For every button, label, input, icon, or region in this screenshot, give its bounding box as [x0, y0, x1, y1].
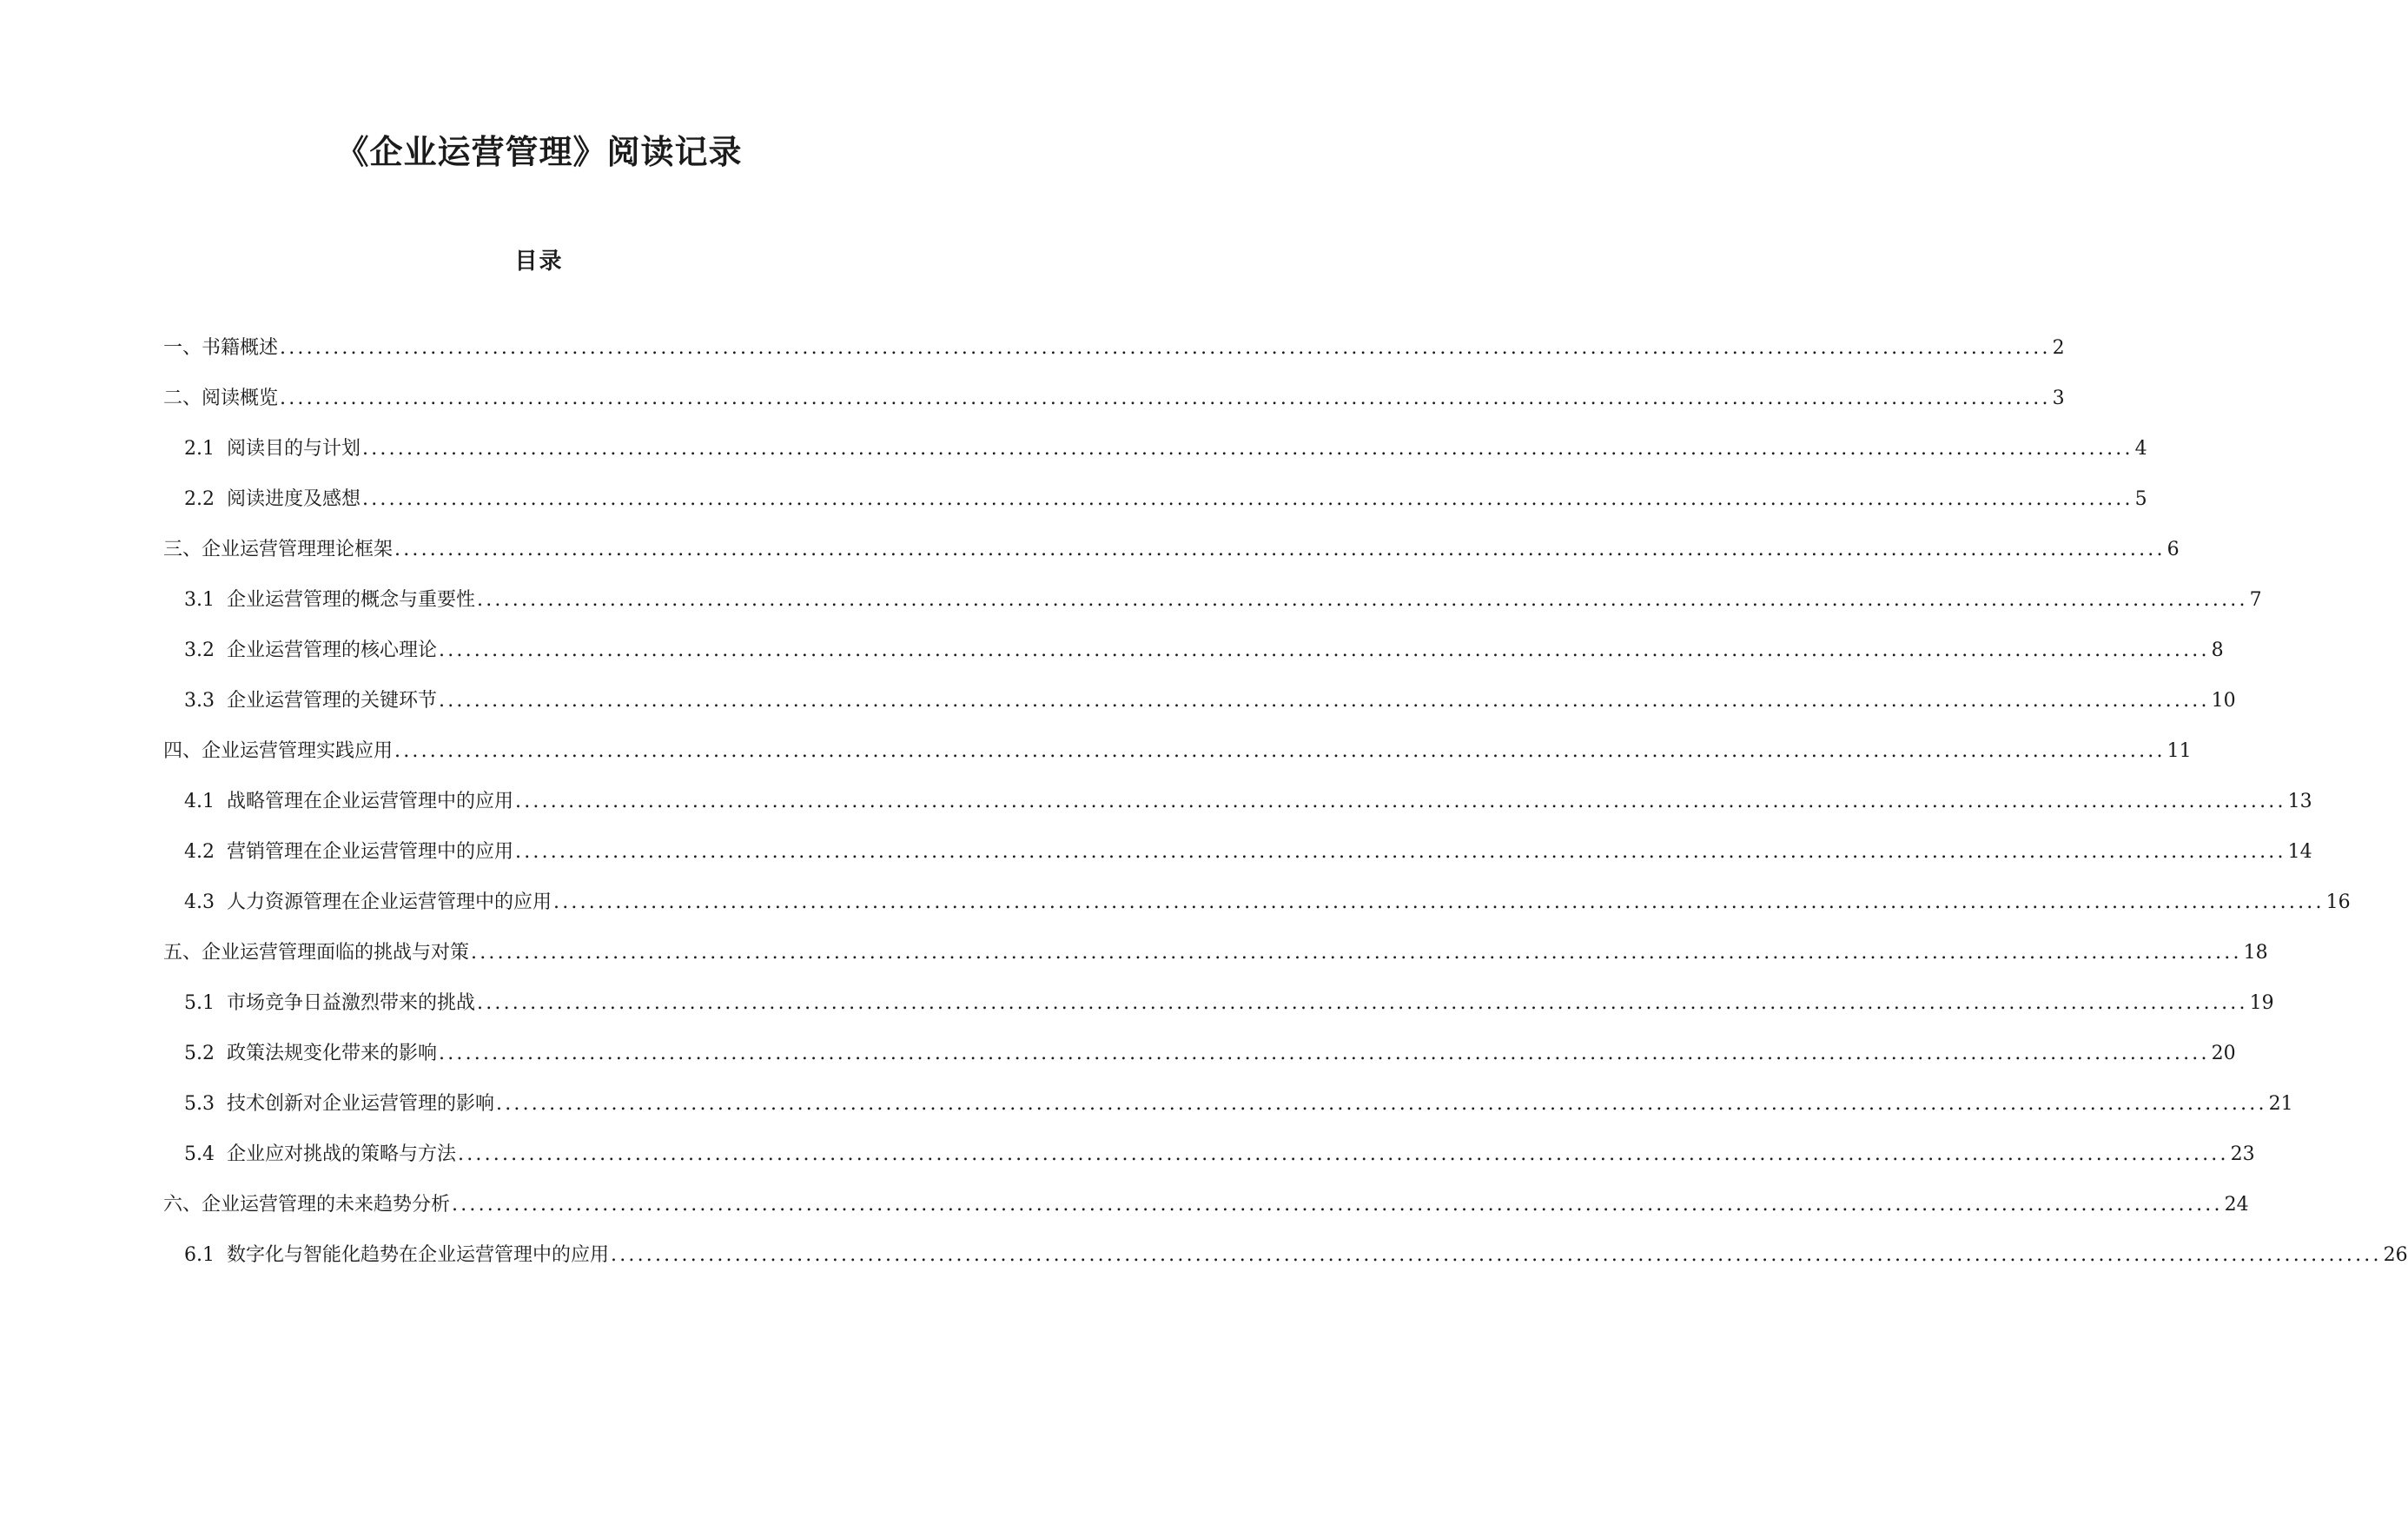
toc-entry[interactable] [163, 938, 2268, 968]
toc-dot-leader: ........................................................................................................................................................................................................ [362, 488, 2133, 510]
toc-dot-leader: ........................................................................................................................................................................................................ [477, 589, 2248, 611]
toc-entry-number: 5.1 [184, 992, 215, 1014]
toc-entry-label [163, 1190, 450, 1220]
toc-entry[interactable] [163, 535, 2180, 565]
toc-entry-page-number: 24 [2224, 1194, 2249, 1216]
toc-entry-text: 战略管理在企业运营管理中的应用 [227, 791, 514, 812]
toc-dot-leader: ........................................................................................................................................................................................................ [471, 942, 2242, 964]
toc-dot-leader: ........................................................................................................................................................................................................ [439, 690, 2210, 712]
toc-entry-page-number: 3 [2052, 388, 2065, 409]
toc-entry-page-number: 14 [2287, 841, 2312, 863]
toc-dot-leader: ........................................................................................................................................................................................................ [496, 1093, 2267, 1115]
toc-dot-leader: ........................................................................................................................................................................................................ [515, 841, 2286, 863]
toc-entry-page-number: 26 [2383, 1244, 2408, 1266]
toc-entry-label [184, 888, 552, 918]
toc-entry-number: 4.2 [184, 841, 215, 863]
toc-entry-label [184, 1241, 609, 1270]
toc-entry-label [184, 485, 361, 514]
toc-entry-page-number: 23 [2230, 1143, 2255, 1165]
toc-entry-text: 政策法规变化带来的影响 [227, 1043, 438, 1064]
toc-entry[interactable] [184, 787, 2312, 817]
toc-entry-label [163, 384, 278, 414]
toc-entry-label [163, 334, 278, 363]
toc-entry-number: 4.1 [184, 791, 215, 812]
toc-dot-leader: ........................................................................................................................................................................................................ [280, 388, 2051, 409]
toc-entry-page-number: 10 [2211, 690, 2236, 712]
toc-entry-number: 3.3 [184, 690, 215, 712]
toc-entry-label [184, 838, 513, 867]
toc-entry[interactable] [184, 636, 2224, 666]
toc-entry-page-number: 11 [2167, 740, 2192, 762]
toc-dot-leader: ........................................................................................................................................................................................................ [515, 791, 2286, 812]
toc-dot-leader: ........................................................................................................................................................................................................ [394, 740, 2166, 762]
toc-entry-page-number: 13 [2287, 791, 2312, 812]
toc-entry-label [163, 737, 393, 766]
toc-dot-leader: ........................................................................................................................................................................................................ [452, 1194, 2223, 1216]
toc-entry-text: 人力资源管理在企业运营管理中的应用 [227, 891, 552, 913]
toc-entry-label [163, 535, 393, 565]
toc-entry-label [184, 1140, 456, 1170]
toc-entry-label [184, 434, 361, 464]
toc-entry-number: 2.2 [184, 488, 215, 510]
toc-entry-text: 一、书籍概述 [163, 337, 279, 359]
toc-entry[interactable] [184, 586, 2262, 615]
toc-entry[interactable] [163, 737, 2192, 766]
toc-entry[interactable] [184, 888, 2351, 918]
toc-entry-page-number: 18 [2243, 942, 2268, 964]
toc-entry-label [184, 586, 475, 615]
toc-entry-page-number: 7 [2249, 589, 2262, 611]
toc-entry-number: 5.3 [184, 1093, 215, 1115]
toc-entry[interactable] [163, 334, 2065, 363]
toc-entry-text: 市场竞争日益激烈带来的挑战 [227, 992, 476, 1014]
toc-entry-number: 3.1 [184, 589, 215, 611]
toc-dot-leader: ........................................................................................................................................................................................................ [553, 891, 2325, 913]
toc-entry[interactable] [184, 686, 2236, 716]
toc-entry-page-number: 5 [2134, 488, 2147, 510]
toc-entry-text: 六、企业运营管理的未来趋势分析 [163, 1194, 451, 1216]
toc-dot-leader: ........................................................................................................................................................................................................ [439, 639, 2210, 661]
toc-entry-text: 营销管理在企业运营管理中的应用 [227, 841, 514, 863]
toc-entry-text: 技术创新对企业运营管理的影响 [227, 1093, 495, 1115]
toc-entry[interactable] [184, 434, 2147, 464]
toc-heading: 目录 [514, 248, 564, 275]
toc-entry-label [184, 1039, 437, 1069]
page-title: 《企业运营管理》阅读记录 [335, 132, 743, 171]
toc-entry-number: 2.1 [184, 438, 215, 460]
toc-entry[interactable] [184, 1241, 2408, 1270]
toc-entry-label [184, 1090, 494, 1119]
toc-entry-number: 4.3 [184, 891, 215, 913]
toc-entry-page-number: 2 [2052, 337, 2065, 359]
toc-entry-page-number: 8 [2211, 639, 2224, 661]
toc-entry-page-number: 16 [2325, 891, 2351, 913]
toc-entry[interactable] [184, 1090, 2293, 1119]
toc-entry[interactable] [184, 989, 2274, 1018]
toc-dot-leader: ........................................................................................................................................................................................................ [280, 337, 2051, 359]
toc-dot-leader: ........................................................................................................................................................................................................ [362, 438, 2133, 460]
toc-entry-page-number: 4 [2134, 438, 2147, 460]
toc-dot-leader: ........................................................................................................................................................................................................ [611, 1244, 2382, 1266]
toc-entry[interactable] [163, 1190, 2249, 1220]
toc-entry-text: 企业运营管理的概念与重要性 [227, 589, 476, 611]
toc-entry-number: 5.2 [184, 1043, 215, 1064]
toc-entry[interactable] [184, 1140, 2255, 1170]
toc-entry-text: 企业应对挑战的策略与方法 [227, 1143, 457, 1165]
toc-entry-text: 数字化与智能化趋势在企业运营管理中的应用 [227, 1244, 610, 1266]
toc-entry-label [184, 989, 475, 1018]
toc-entry-label [163, 938, 469, 968]
toc-entry-text: 企业运营管理的核心理论 [227, 639, 438, 661]
toc-entry-text: 四、企业运营管理实践应用 [163, 740, 394, 762]
toc-dot-leader: ........................................................................................................................................................................................................ [477, 992, 2248, 1014]
toc-entry[interactable] [184, 1039, 2236, 1069]
toc-entry-text: 企业运营管理的关键环节 [227, 690, 438, 712]
toc-entry[interactable] [184, 838, 2312, 867]
toc-entry[interactable] [184, 485, 2147, 514]
toc-entry-number: 5.4 [184, 1143, 215, 1165]
toc-entry-label [184, 686, 437, 716]
toc-entry-number: 6.1 [184, 1244, 215, 1266]
toc-entry[interactable] [163, 384, 2065, 414]
toc-entry-text: 阅读目的与计划 [227, 438, 361, 460]
toc-dot-leader: ........................................................................................................................................................................................................ [458, 1143, 2229, 1165]
toc-entry-text: 阅读进度及感想 [227, 488, 361, 510]
toc-entry-label [184, 636, 437, 666]
toc-entry-page-number: 20 [2211, 1043, 2236, 1064]
toc-dot-leader: ........................................................................................................................................................................................................ [394, 539, 2166, 560]
toc-entry-text: 五、企业运营管理面临的挑战与对策 [163, 942, 470, 964]
toc-entry-page-number: 19 [2249, 992, 2274, 1014]
toc-entry-text: 二、阅读概览 [163, 388, 279, 409]
toc-entry-page-number: 6 [2167, 539, 2180, 560]
toc-entry-text: 三、企业运营管理理论框架 [163, 539, 394, 560]
toc-dot-leader: ........................................................................................................................................................................................................ [439, 1043, 2210, 1064]
toc-entry-label [184, 787, 513, 817]
toc-entry-number: 3.2 [184, 639, 215, 661]
toc-entry-page-number: 21 [2268, 1093, 2293, 1115]
